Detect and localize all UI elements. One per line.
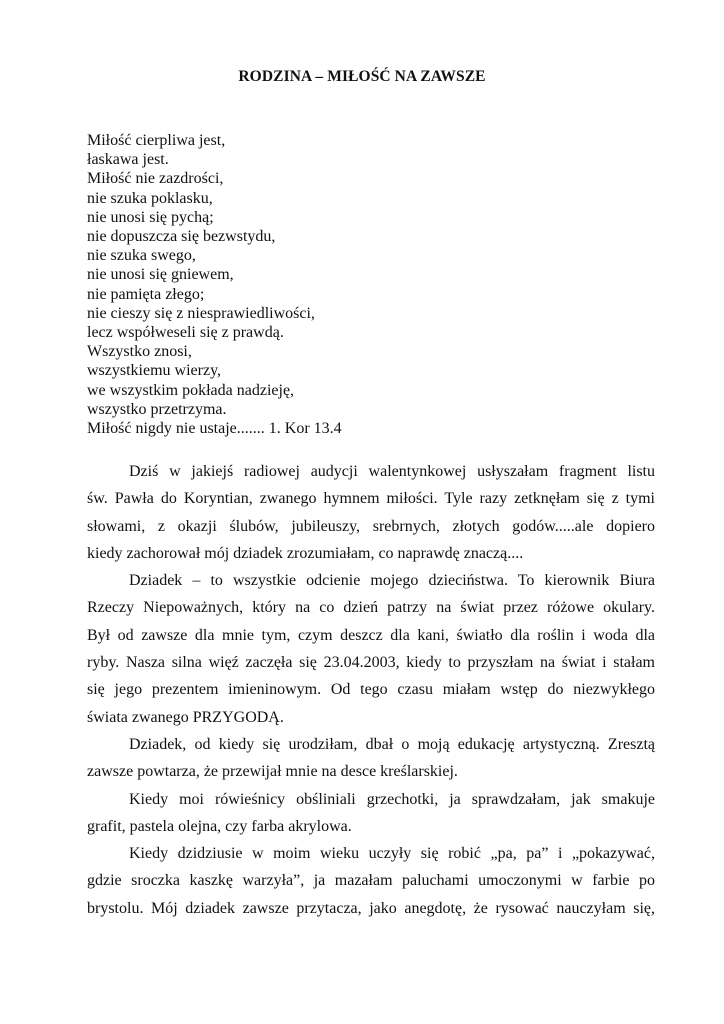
paragraph-line: św. Pawła do Koryntian, zwanego hymnem miłości. Tyle razy zetknęłam się z tymi	[87, 490, 655, 508]
paragraph-line: Był od zawsze dla mnie tym, czym deszcz dla kani, światło dla roślin i woda dla	[87, 626, 655, 644]
poem-line: łaskawa jest.	[87, 151, 169, 169]
paragraph-line: się jego prezentem imieninowym. Od tego czasu miałam wstęp do niezwykłego	[87, 681, 655, 699]
poem-line: nie unosi się gniewem,	[87, 266, 234, 284]
poem-line: wszystko przetrzyma.	[87, 400, 227, 418]
paragraph-line: Kiedy dzidziusie w moim wieku uczyły się robić „pa, pa” i „pokazywać,	[129, 845, 655, 863]
paragraph-line: Dziś w jakiejś radiowej audycji walentynkowej usłyszałam fragment listu	[129, 463, 655, 480]
poem-line: nie pamięta złego;	[87, 285, 205, 303]
poem-line: Miłość cierpliwa jest,	[87, 132, 226, 149]
poem-line: nie szuka swego,	[87, 247, 196, 265]
paragraph-line: Kiedy moi rówieśnicy obśliniali grzechotki, ja sprawdzałam, jak smakuje	[129, 790, 655, 808]
poem-citation-line: Miłość nigdy nie ustaje....... 1. Kor 13.4	[87, 420, 342, 438]
paragraph-line: kiedy zachorował mój dziadek zrozumiałam, co naprawdę znaczą....	[87, 544, 524, 562]
poem-line: nie unosi się pychą;	[87, 208, 214, 226]
paragraph-line: brystolu. Mój dziadek zawsze przytacza, jako anegdotę, że rysować nauczyłam się,	[87, 899, 655, 917]
poem-line: lecz współweseli się z prawdą.	[87, 324, 284, 342]
poem-line: Wszystko znosi,	[87, 343, 192, 361]
paragraph-line: ryby. Nasza silna więź zaczęła się 23.04.2003, kiedy to przyszłam na świat i stałam	[87, 654, 655, 672]
document-title: RODZINA – MIŁOŚĆ NA ZAWSZE	[238, 68, 486, 85]
paragraph-line: gdzie sroczka kaszkę warzyła”, ja mazałam paluchami umoczonymi w farbie po	[87, 872, 655, 890]
poem-quote	[87, 131, 647, 438]
poem-line: we wszystkim pokłada nadzieję,	[87, 381, 295, 399]
paragraph-line: Dziadek – to wszystkie odcienie mojego dzieciństwa. To kierownik Biura	[129, 572, 655, 590]
poem-line: nie dopuszcza się bezwstydu,	[87, 228, 276, 246]
poem-line: nie szuka poklasku,	[87, 189, 213, 207]
paragraph-line: Dziadek, od kiedy się urodziłam, dbał o moją edukację artystyczną. Zresztą	[129, 735, 655, 753]
poem-line: Miłość nie zazdrości,	[87, 170, 224, 188]
poem-line: nie cieszy się z niesprawiedliwości,	[87, 304, 315, 322]
paragraph-line: Rzeczy Niepoważnych, który na co dzień patrzy na świat przez różowe okulary.	[87, 599, 655, 617]
paragraph-line: zawsze powtarza, że przewijał mnie na desce kreślarskiej.	[87, 763, 458, 781]
paragraph-line: grafit, pastela olejna, czy farba akrylowa.	[87, 817, 352, 835]
paragraph-line: słowami, z okazji ślubów, jubileuszy, srebrnych, złotych godów.....ale dopiero	[87, 517, 655, 535]
body-text	[87, 458, 655, 922]
paragraph-line: świata zwanego PRZYGODĄ.	[87, 708, 284, 726]
poem-line: wszystkiemu wierzy,	[87, 362, 222, 380]
